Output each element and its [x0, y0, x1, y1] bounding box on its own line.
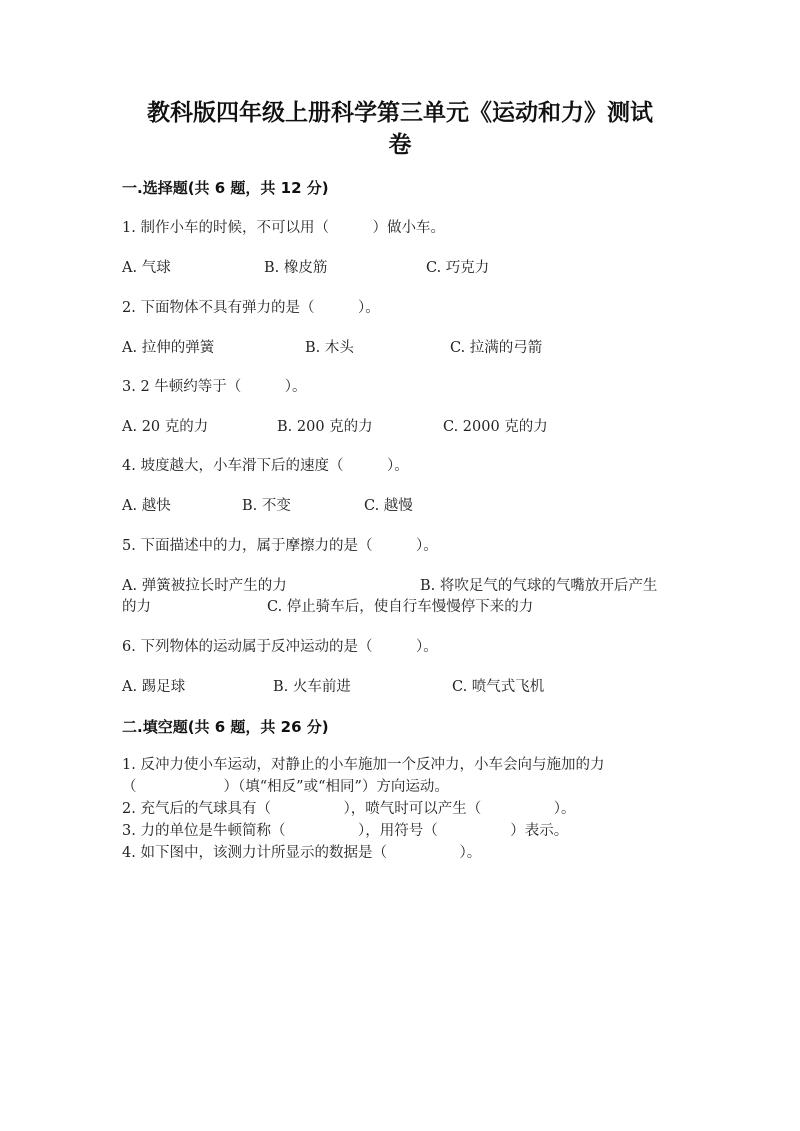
option-6b: B. 火车前进: [273, 679, 351, 695]
option-2b: B. 木头: [305, 340, 354, 356]
fill-line-2: 2. 充气后的气球具有（ ），喷气时可以产生（ ）。: [122, 801, 576, 817]
option-1b: B. 橡皮筋: [264, 260, 328, 276]
option-2c: C. 拉满的弓箭: [450, 340, 543, 356]
title-line-1: 教科版四年级上册科学第三单元《运动和力》测试: [147, 100, 653, 126]
option-4c: C. 越慢: [364, 498, 413, 514]
option-1a: A. 气球: [122, 260, 171, 276]
option-3b: B. 200 克的力: [277, 419, 373, 435]
option-5b-continued: 的力: [122, 599, 151, 615]
fill-line-1-continued: （ ）（填“相反”或“相同”）方向运动。: [122, 779, 449, 795]
question-stem-2: 2. 下面物体不具有弹力的是（ ）。: [122, 300, 380, 316]
option-5b: B. 将吹足气的气球的气嘴放开后产生: [420, 578, 658, 594]
fill-line-4: 4. 如下图中，该测力计所显示的数据是（ ）。: [122, 845, 482, 861]
question-stem-1: 1. 制作小车的时候，不可以用（ ）做小车。: [122, 220, 445, 236]
option-5a: A. 弹簧被拉长时产生的力: [122, 578, 287, 594]
option-4b: B. 不变: [242, 498, 291, 514]
option-3c: C. 2000 克的力: [443, 419, 548, 435]
option-5c: C. 停止骑车后，使自行车慢慢停下来的力: [267, 599, 534, 615]
option-6a: A. 踢足球: [122, 679, 186, 695]
fill-line-3: 3. 力的单位是牛顿简称（ ），用符号（ ）表示。: [122, 823, 569, 839]
option-3a: A. 20 克的力: [122, 419, 209, 435]
option-4a: A. 越快: [122, 498, 171, 514]
option-6c: C. 喷气式飞机: [452, 679, 545, 695]
question-stem-4: 4. 坡度越大，小车滑下后的速度（ ）。: [122, 458, 409, 474]
question-stem-6: 6. 下列物体的运动属于反冲运动的是（ ）。: [122, 639, 438, 655]
question-stem-5: 5. 下面描述中的力，属于摩擦力的是（ ）。: [122, 538, 438, 554]
option-2a: A. 拉伸的弹簧: [122, 340, 215, 356]
option-1c: C. 巧克力: [426, 260, 490, 276]
section-heading-choice: 一.选择题(共 6 题，共 12 分): [122, 179, 329, 197]
title-line-2: 卷: [388, 132, 412, 158]
fill-line-1: 1. 反冲力使小车运动，对静止的小车施加一个反冲力，小车会向与施加的力: [122, 757, 605, 773]
question-stem-3: 3. 2 牛顿约等于（ ）。: [122, 379, 307, 395]
section-heading-fill: 二.填空题(共 6 题，共 26 分): [122, 718, 329, 736]
